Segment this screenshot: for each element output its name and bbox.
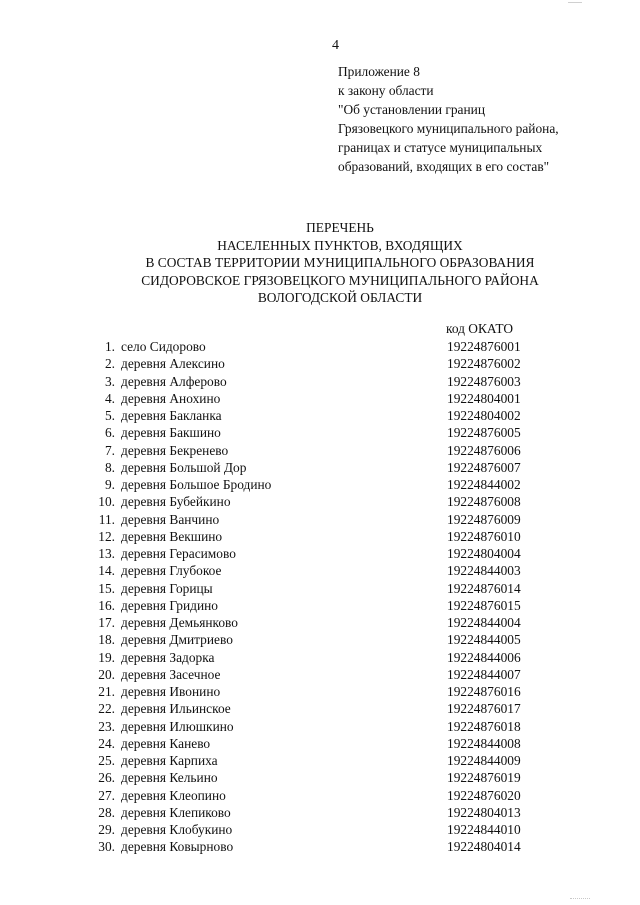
okato-code: 19224876018 [447, 718, 521, 734]
list-item [0, 355, 640, 372]
item-number: 29. [98, 822, 115, 837]
okato-code: 19224876006 [447, 442, 521, 458]
okato-code: 19224876010 [447, 528, 521, 544]
settlement-name: деревня Анохино [121, 390, 221, 406]
okato-code: 19224876005 [447, 425, 521, 441]
item-number: 30. [98, 839, 115, 855]
item-number: 6. [104, 425, 115, 441]
settlement-name: деревня Канево [121, 735, 211, 751]
page-number: 4 [332, 38, 339, 53]
settlement-name: деревня Засечное [121, 666, 221, 682]
okato-code: 19224876016 [447, 684, 521, 699]
okato-code: 19224844009 [447, 753, 521, 768]
title-line: ПЕРЕЧЕНЬ [306, 220, 374, 235]
item-number: 15. [98, 580, 115, 596]
item-number: 27. [98, 787, 115, 803]
settlement-name: деревня Демьянково [121, 615, 238, 630]
item-number: 20. [98, 666, 115, 682]
item-number: 12. [98, 528, 115, 544]
list-item [0, 821, 640, 838]
okato-code: 19224844007 [447, 666, 521, 682]
list-item [0, 804, 640, 821]
settlement-name: деревня Бакшино [121, 425, 221, 441]
item-number: 25. [98, 753, 115, 768]
title-line: В СОСТАВ ТЕРРИТОРИИ МУНИЦИПАЛЬНОГО ОБРАЗОВАНИЯ [145, 255, 535, 270]
list-item [0, 631, 640, 648]
item-number: 21. [98, 684, 115, 699]
list-item [0, 493, 640, 510]
scan-mark-bottom [570, 898, 590, 901]
settlement-name: деревня Бакланка [121, 408, 222, 423]
settlement-name: деревня Большой Дор [121, 459, 247, 475]
list-item [0, 442, 640, 459]
item-number: 2. [104, 356, 115, 372]
list-item [0, 787, 640, 804]
list-item [0, 718, 640, 735]
list-item [0, 459, 640, 476]
list-item [0, 769, 640, 786]
list-item [0, 338, 640, 355]
list-item [0, 545, 640, 562]
item-number: 13. [98, 546, 115, 561]
item-number: 24. [98, 735, 115, 751]
settlement-name: деревня Клеопино [121, 787, 226, 803]
list-item [0, 700, 640, 717]
okato-code: 19224876015 [447, 597, 521, 613]
settlement-name: деревня Ванчино [121, 511, 220, 527]
okato-code: 19224844005 [447, 632, 521, 648]
document-title [0, 219, 640, 307]
okato-code: 19224804004 [447, 546, 521, 561]
list-item [0, 614, 640, 631]
settlement-name: деревня Ковырново [121, 839, 234, 855]
settlement-name: деревня Алексино [121, 356, 225, 372]
list-item [0, 683, 640, 700]
settlement-name: деревня Горицы [121, 580, 213, 596]
okato-code: 19224876007 [447, 459, 521, 475]
title-line: СИДОРОВСКОЕ ГРЯЗОВЕЦКОГО МУНИЦИПАЛЬНОГО РАЙОНА [141, 272, 539, 288]
item-number: 22. [98, 701, 115, 717]
appendix-line: Грязовецкого муниципального района, [338, 121, 559, 136]
okato-code: 19224804001 [447, 390, 521, 406]
list-item [0, 528, 640, 545]
okato-code: 19224844003 [447, 563, 521, 579]
settlement-name: деревня Алферово [121, 373, 227, 389]
settlement-name: деревня Кельино [121, 770, 218, 786]
item-number: 17. [98, 615, 115, 630]
appendix-line: к закону области [338, 83, 434, 98]
item-number: 9. [104, 477, 115, 492]
okato-code: 19224876014 [447, 580, 521, 596]
settlement-name: деревня Векшино [121, 528, 223, 544]
item-number: 4. [104, 390, 115, 406]
settlement-name: деревня Бубейкино [121, 494, 231, 510]
settlement-name: деревня Герасимово [121, 546, 236, 561]
okato-code: 19224876002 [447, 356, 521, 372]
list-item [0, 838, 640, 855]
okato-code: 19224844006 [447, 649, 521, 665]
settlement-name: деревня Бекренево [121, 442, 229, 458]
settlement-name: деревня Гридино [121, 597, 218, 613]
item-number: 16. [98, 597, 115, 613]
list-item [0, 666, 640, 683]
okato-code: 19224876008 [447, 494, 521, 510]
okato-code: 19224844008 [447, 735, 521, 751]
item-number: 28. [98, 804, 115, 820]
list-item [0, 597, 640, 614]
item-number: 7. [104, 442, 115, 458]
list-item [0, 373, 640, 390]
appendix-line: "Об установлении границ [338, 102, 486, 117]
list-item [0, 511, 640, 528]
item-number: 18. [98, 632, 115, 648]
settlement-name: деревня Большое Бродино [121, 477, 272, 492]
title-line: ВОЛОГОДСКОЙ ОБЛАСТИ [257, 290, 423, 305]
settlement-name: деревня Клобукино [121, 822, 233, 837]
item-number: 19. [98, 649, 115, 665]
okato-code: 19224876003 [447, 373, 521, 389]
item-number: 11. [98, 511, 115, 527]
item-number: 26. [98, 770, 115, 786]
okato-code: 19224876019 [447, 770, 521, 786]
okato-code-header: код ОКАТО [446, 321, 514, 336]
item-number: 10. [98, 494, 115, 510]
list-item [0, 476, 640, 493]
settlement-name: деревня Ильинское [121, 701, 231, 717]
item-number: 8. [104, 459, 115, 475]
settlement-name: деревня Дмитриево [121, 632, 233, 648]
okato-code: 19224804002 [447, 408, 521, 423]
list-item [0, 562, 640, 579]
okato-code: 19224804013 [447, 804, 521, 820]
list-item [0, 752, 640, 769]
okato-code: 19224876001 [447, 339, 521, 354]
title-line: НАСЕЛЕННЫХ ПУНКТОВ, ВХОДЯЩИХ [217, 237, 463, 253]
okato-code: 19224844004 [447, 615, 521, 630]
okato-code: 19224876009 [447, 511, 521, 527]
item-number: 14. [98, 563, 115, 579]
appendix-block [338, 62, 559, 176]
settlement-name: деревня Глубокое [121, 563, 222, 579]
okato-code: 19224844002 [447, 477, 521, 492]
list-item [0, 407, 640, 424]
settlement-name: село Сидорово [121, 339, 206, 354]
item-number: 5. [104, 408, 115, 423]
okato-code: 19224844010 [447, 822, 521, 837]
appendix-line: Приложение 8 [338, 64, 420, 79]
okato-code: 19224804014 [447, 839, 521, 855]
settlement-name: деревня Карпиха [121, 753, 218, 768]
okato-code: 19224876017 [447, 701, 521, 717]
okato-code: 19224876020 [447, 787, 521, 803]
item-number: 23. [98, 718, 115, 734]
settlement-name: деревня Ивонино [121, 684, 221, 699]
appendix-line: образований, входящих в его состав" [338, 159, 550, 174]
list-item [0, 390, 640, 407]
item-number: 3. [104, 373, 115, 389]
list-item [0, 649, 640, 666]
settlement-name: деревня Илюшкино [121, 718, 234, 734]
appendix-line: границах и статусе муниципальных [338, 140, 543, 155]
settlement-name: деревня Клепиково [121, 804, 231, 820]
list-item [0, 580, 640, 597]
scan-mark-top [568, 0, 582, 3]
settlement-list [0, 338, 640, 856]
list-item [0, 424, 640, 441]
item-number: 1. [104, 339, 115, 354]
settlement-name: деревня Задорка [121, 649, 215, 665]
list-item [0, 735, 640, 752]
